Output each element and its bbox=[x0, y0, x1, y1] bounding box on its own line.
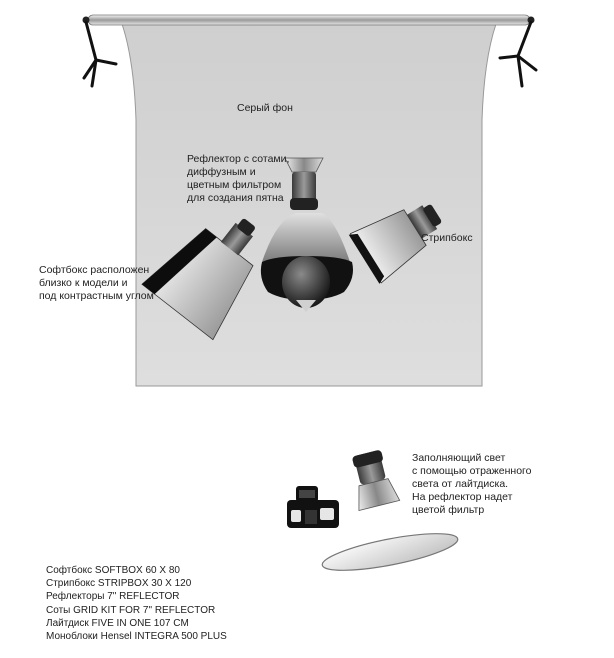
left-stand bbox=[84, 22, 116, 86]
equipment-list bbox=[46, 564, 227, 643]
equipment-item: Софтбокс SOFTBOX 60 X 80 bbox=[46, 565, 180, 576]
background-label: Серый фон bbox=[237, 102, 293, 114]
right-stand bbox=[500, 22, 536, 86]
camera-icon bbox=[287, 486, 339, 528]
softbox-label: Софтбокс расположен близко к модели и под контрастным углом bbox=[39, 264, 154, 302]
equipment-item: Моноблоки Hensel INTEGRA 500 PLUS bbox=[46, 631, 227, 643]
honeycomb-reflector-label: Рефлектор с сотами, диффузным и цветным фильтром для создания пятна bbox=[187, 153, 290, 204]
backdrop-crossbar bbox=[83, 15, 535, 25]
fill-light-label: Заполняющий свет с помощью отраженного света от лайтдиска. На рефлектор надет цветой фильтр bbox=[412, 452, 532, 516]
fill-light-reflector bbox=[346, 448, 400, 511]
equipment-item: Лайтдиск FIVE IN ONE 107 CM bbox=[46, 617, 189, 629]
stripbox-label: Стрипбокс bbox=[421, 232, 473, 244]
equipment-item: Рефлекторы 7" REFLECTOR bbox=[46, 591, 180, 603]
reflector-disc bbox=[320, 526, 460, 578]
equipment-item: Стрипбокс STRIPBOX 30 X 120 bbox=[46, 578, 192, 590]
equipment-item: Соты GRID KIT FOR 7" REFLECTOR bbox=[46, 604, 216, 616]
